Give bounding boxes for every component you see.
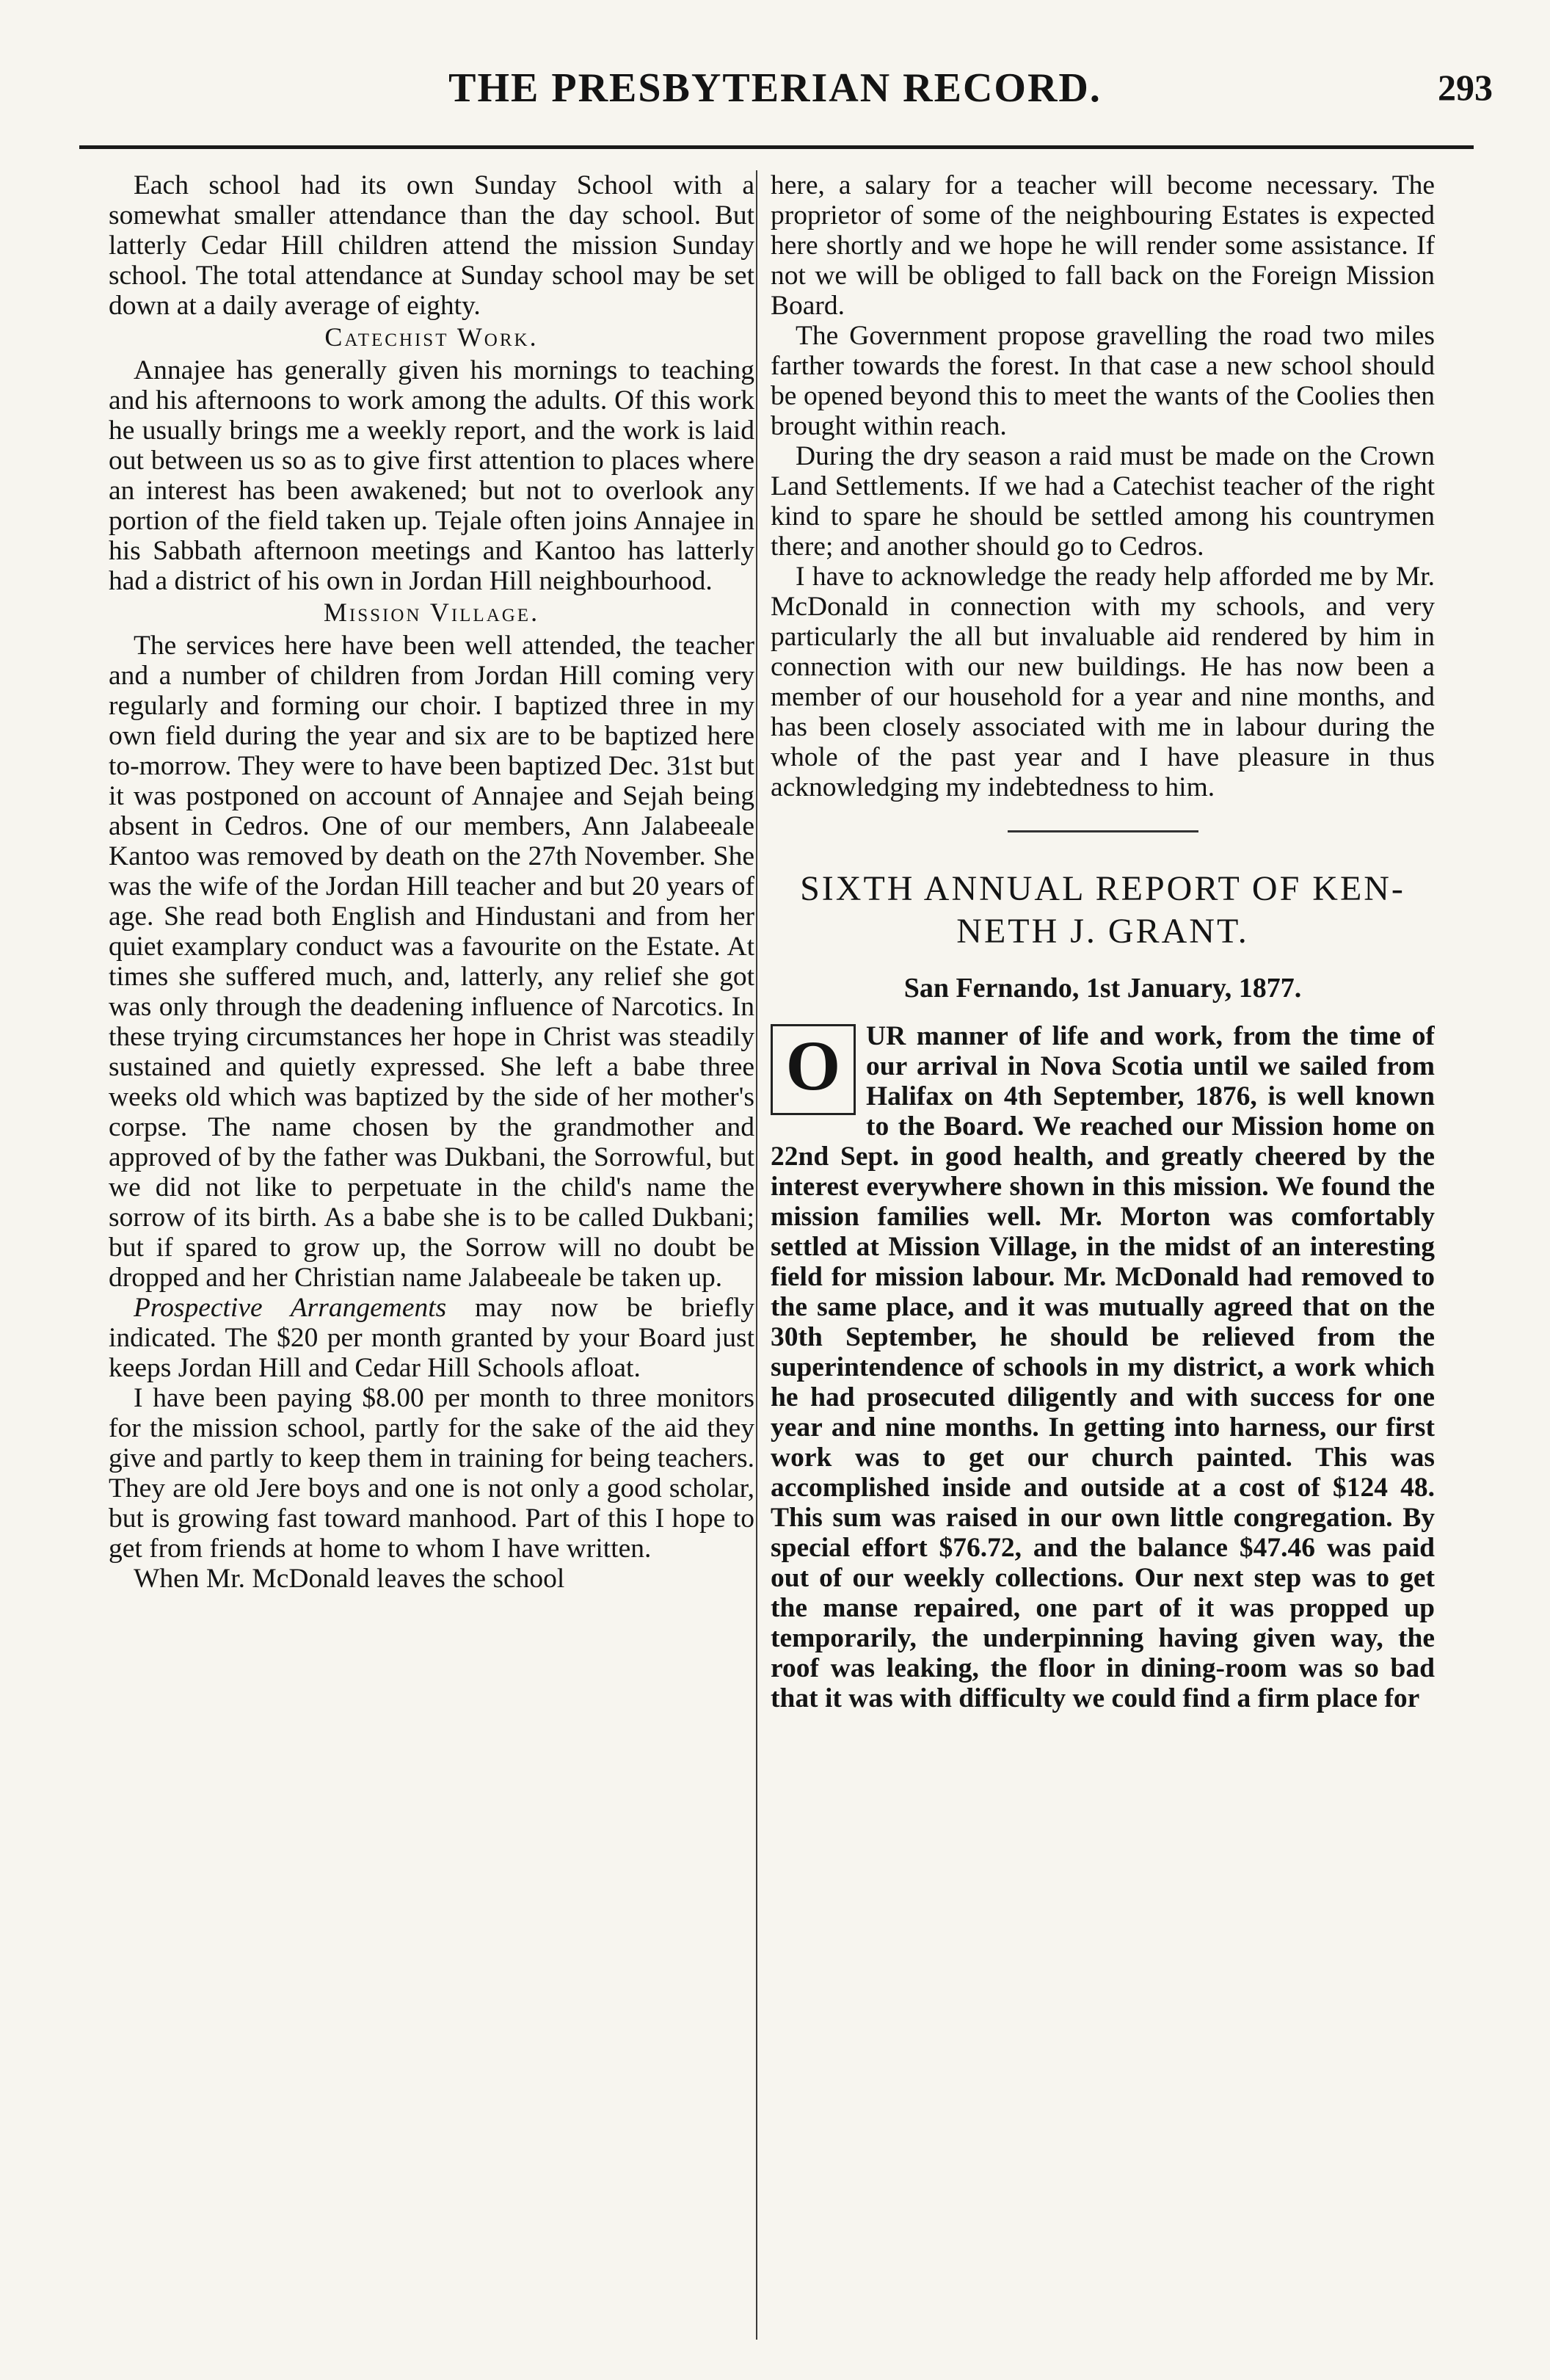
section-heading-mission-village: Mission Village.: [323, 598, 540, 627]
drop-cap-letter: O: [785, 1026, 841, 1105]
running-title: THE PRESBYTERIAN RECORD.: [448, 65, 1102, 111]
paragraph: [109, 1293, 754, 1383]
dateline: San Fernando, 1st January, 1877.: [903, 973, 1302, 1004]
header-rule: [79, 145, 1474, 149]
column-rule: [756, 170, 757, 2340]
paragraph: I have to acknowledge the ready help afforded me by Mr. McDonald in connection with my schools, and very particularly the all but invaluable aid rendered by him in connection with our new buildings. He has now been a member of our household for a year and nine months, and has been closely associated with me in labour during the whole of the past year and I have pleasure in thus acknowledging my indebtedness to him.: [771, 562, 1435, 802]
right-column: [771, 170, 1435, 2358]
paragraph: I have been paying $8.00 per month to three monitors for the mission school, partly for the sake of the aid they give and partly to keep them in training for being teachers. They are old Jere boys and one is not only a good scholar, but is growing fast toward manhood. Part of this I hope to get from friends at home to whom I have written.: [109, 1383, 754, 1564]
paragraph: Annajee has generally given his mornings to teaching and his afternoons to work among the adults. Of this work he usually brings me a weekly report, and the work is laid out between us so as to give first attention to places where an interest has been awakened; but not to overlook any portion of the field taken up. Tejale often joins Annajee in his Sabbath afternoon meetings and Kantoo has latterly had a district of his own in Jordan Hill neighbourhood.: [109, 355, 754, 596]
paragraph: Each school had its own Sunday School with a somewhat smaller attendance than the day school. But latterly Cedar Hill children attend the mission Sunday school. The total attendance at Sunday school may be set down at a daily average of eighty.: [109, 170, 754, 321]
italic-run-in-heading: Prospective Arrangements: [134, 1293, 447, 1323]
page-number: 293: [1438, 67, 1493, 108]
paragraph: When Mr. McDonald leaves the school: [134, 1564, 565, 1594]
section-heading-catechist: Catechist Work.: [324, 322, 539, 352]
report-title-line: SIXTH ANNUAL REPORT OF KEN-: [800, 869, 1405, 908]
ornamental-drop-cap: [771, 1024, 856, 1115]
paragraph-text: may now be briefly indicated. The $20 per month granted by your Board just keeps Jordan Hill and Cedar Hill Schools afloat.: [109, 1293, 754, 1383]
page-header: [0, 65, 1550, 123]
report-title-line: NETH J. GRANT.: [956, 912, 1249, 951]
paragraph: The services here have been well attended, the teacher and a number of children from Jordan Hill coming very regularly and forming our choir. I baptized three in my own field during the year and six are to be baptized here to-morrow. They were to have been baptized Dec. 31st but it was postponed on account of Annajee and Sejah being absent in Cedros. One of our members, Ann Jalabeeale Kantoo was removed by death on the 27th November. She was the wife of the Jordan Hill teacher and but 20 years of age. She read both English and Hindustani and from her quiet examplary conduct was a favourite on the Estate. At times she suffered much, and, latterly, any relief she got was only through the deadening influence of Narcotics. In these trying circumstances her hope in Christ was steadily sustained and quietly expressed. She left a babe three weeks old which was baptized by the side of her mother's corpse. The name chosen by the grandmother and approved of by the father was Dukbani, the Sorrowful, but we did not like to perpetuate in the child's name the sorrow of its birth. As a babe she is to be called Dukbani; but if spared to grow up, the Sorrow will no doubt be dropped and her Christian name Jalabeeale be taken up.: [109, 631, 754, 1293]
paragraph: The Government propose gravelling the road two miles farther towards the forest. In that case a new school should be opened beyond this to meet the wants of the Coolies then brought within reach.: [771, 321, 1435, 441]
left-column: [109, 170, 754, 2358]
report-title: [771, 868, 1435, 953]
paragraph: here, a salary for a teacher will become necessary. The proprietor of some of the neighbouring Estates is expected here shortly and we hope he will render some assistance. If not we will be obliged to fall back on the Foreign Mission Board.: [771, 170, 1435, 321]
paragraph: UR manner of life and work, from the time of our arrival in Nova Scotia until we sailed from Halifax on 4th September, 1876, is well known to the Board. We reached our Mission home on 22nd Sept. in good health, and greatly cheered by the interest everywhere shown in this mission. We found the mission families well. Mr. Morton was comfortably settled at Mission Village, in the midst of an interesting field for mission labour. Mr. McDonald had removed to the same place, and it was mutually agreed that on the 30th September, he should be relieved from the superintendence of schools in my district, a work which he had prosecuted diligently and with success for one year and nine months. In getting into harness, our first work was to get our church painted. This was accomplished inside and outside at a cost of $124 48. This sum was raised in our own little congregation. By special effort $76.72, and the balance $47.46 was paid out of our weekly collections. Our next step was to get the manse repaired, one part of it was propped up temporarily, the underpinning having given way, the roof was leaking, the floor in dining-room was so bad that it was with difficulty we could find a firm place for: [771, 1021, 1435, 1713]
paragraph: During the dry season a raid must be made on the Crown Land Settlements. If we had a Catechist teacher of the right kind to spare he should be settled among his countrymen there; and another should go to Cedros.: [771, 441, 1435, 562]
section-divider: [1008, 830, 1198, 832]
